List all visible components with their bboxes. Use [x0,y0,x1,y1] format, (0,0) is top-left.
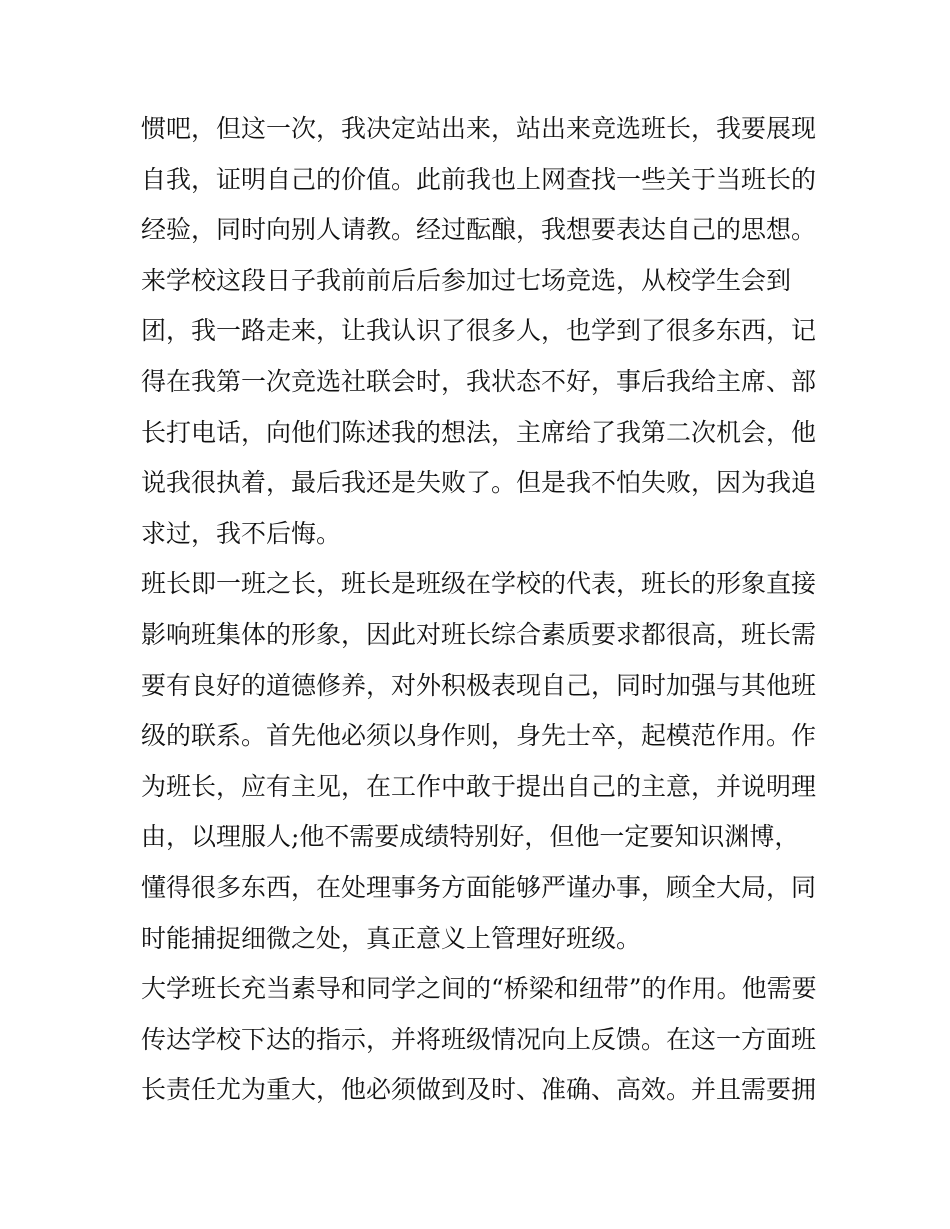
text-line: 班长即一班之长，班长是班级在学校的代表，班长的形象直接 [141,569,817,599]
text-line: 要有良好的道德修养，对外积极表现自己，同时加强与其他班 [141,670,817,700]
text-line: 大学班长充当素导和同学之间的“桥梁和纽带”的作用。他需要 [141,974,817,1004]
text-line: 级的联系。首先他必须以身作则，身先士卒，起模范作用。作 [141,721,817,751]
text-line: 懂得很多东西，在处理事务方面能够严谨办事，顾全大局，同 [141,872,817,902]
text-line: 自我，证明自己的价值。此前我也上网查找一些关于当班长的 [141,164,817,194]
text-line: 长责任尤为重大，他必须做到及时、准确、高效。并且需要拥 [141,1075,817,1105]
text-line: 团，我一路走来，让我认识了很多人，也学到了很多东西，记 [141,316,817,346]
text-line: 为班长，应有主见，在工作中敢于提出自己的主意，并说明理 [141,771,817,801]
text-line: 长打电话，向他们陈述我的想法，主席给了我第二次机会，他 [141,417,817,447]
text-line: 由，以理服人;他不需要成绩特别好，但他一定要知识渊博， [141,822,800,852]
text-line: 求过，我不后悔。 [141,518,342,548]
text-line: 时能捕捉细微之处，真正意义上管理好班级。 [141,923,642,953]
text-line: 影响班集体的形象，因此对班长综合素质要求都很高，班长需 [141,619,817,649]
text-line: 得在我第一次竞选社联会时，我状态不好，事后我给主席、部 [141,366,817,396]
text-line: 惯吧，但这一次，我决定站出来，站出来竞选班长，我要展现 [141,114,817,143]
text-line: 传达学校下达的指示，并将班级情况向上反馈。在这一方面班 [141,1024,817,1054]
text-line: 经验，同时向别人请教。经过酝酿，我想要表达自己的思想。 [141,215,817,245]
text-line: 说我很执着，最后我还是失败了。但是我不怕失败，因为我追 [141,468,817,498]
body-text [141,104,821,1116]
text-line: 来学校这段日子我前前后后参加过七场竞选，从校学生会到 [141,265,792,295]
